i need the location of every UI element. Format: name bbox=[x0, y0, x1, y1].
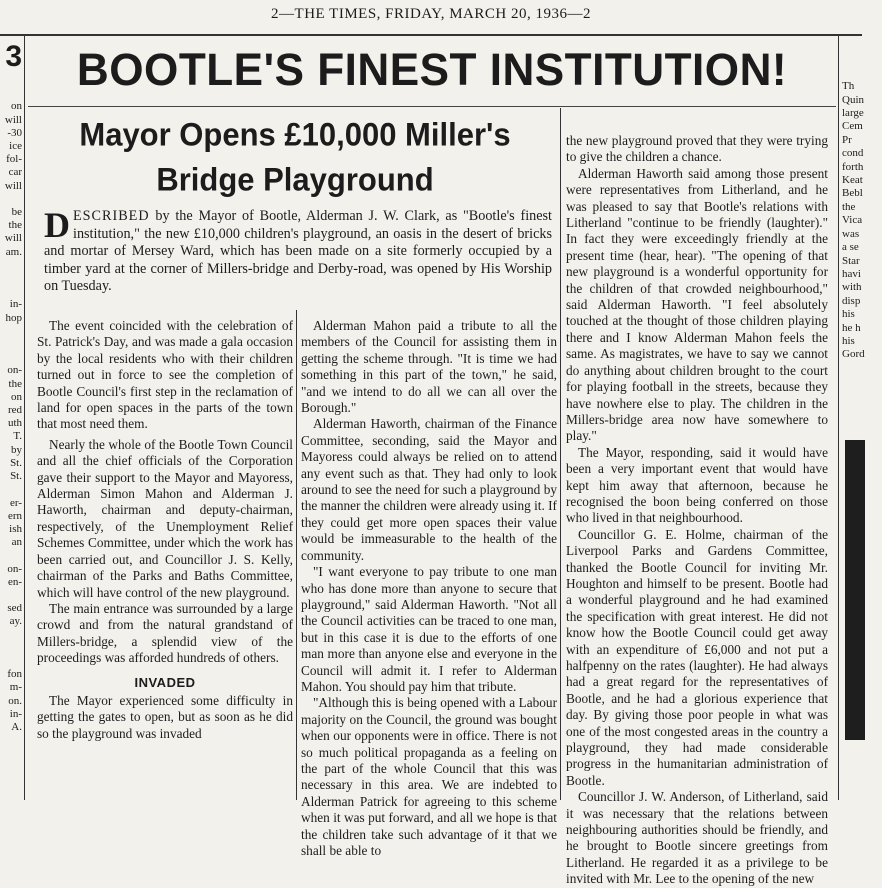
fragment-line: Bebl bbox=[842, 187, 863, 200]
fragment-line: car bbox=[8, 166, 22, 179]
fragment-line: Gord bbox=[842, 348, 865, 361]
fragment-line bbox=[0, 589, 22, 602]
headline-rule bbox=[28, 106, 836, 107]
fragment-line bbox=[0, 325, 22, 338]
paragraph: Alderman Haworth, chairman of the Finance Committee, seconding, said the Mayor and Mayoress could always be relied on to attend any event such as that. They had only to look around to see the need for such a playground by the manner the children were already using it. If they could get more open spaces their value would be immeasurable to the health of the community. bbox=[301, 416, 557, 563]
paragraph: "I want everyone to pay tribute to one man who has done more than anyone to secure that playground," said Alderman Haworth. "Not all the Council activities can be traced to one man, but in this case it is due to the efforts of one man more than anyone else and everyone in the Council will admit it. I refer to Alderman Mahon. You should pay him that tribute. bbox=[301, 564, 557, 694]
lead-caps: ESCRIBED bbox=[73, 208, 150, 224]
fragment-line: his bbox=[842, 308, 855, 321]
fragment-line bbox=[0, 351, 22, 364]
fragment-line: 3 bbox=[5, 40, 22, 73]
fragment-line: was bbox=[842, 227, 860, 240]
fragment-line: on bbox=[11, 390, 22, 403]
paragraph: Alderman Haworth said among those present were representatives from Litherland, and he was pleased to say that Bootle's relations with Litherland "continue to be friendly (laughter)." In fact they were exceedingly friendly at the present time (hear, hear). "The opening of that new playground is a wonderful opportunity for the children of that crowded neighbourhood," said Alderman Haworth. "I feel absolutely touched at the thought of those children playing there and I know Alderman Mahon feels the same. As magistrates, we have to say we cannot do anything about children brought to the court for playing football in the streets, because they have nowhere else to play. The children in the Millers-bridge area now have somewhere to play." bbox=[566, 165, 828, 444]
subheadline-line: Mayor Opens £10,000 Miller's bbox=[79, 116, 511, 153]
fragment-line: Quin bbox=[842, 93, 864, 106]
paragraph: The main entrance was surrounded by a large crowd and from the natural grandstand of Millers-bridge, a splendid view of the proceedings was afforded hundreds of others. bbox=[37, 600, 293, 666]
fragment-line: Keat bbox=[842, 174, 863, 187]
fragment-line: am. bbox=[5, 245, 22, 258]
subheadline-line: Bridge Playground bbox=[156, 161, 434, 198]
fragment-line: fol- bbox=[6, 153, 22, 166]
paragraph: The event coincided with the celebration of St. Patrick's Day, and was made a gala occasion by the local residents who with their children turned out in force to see the completion of Bootle Council's first step in the reclamation of land for open spaces in the parts of the town that most need them. bbox=[37, 318, 293, 432]
fragment-line: on- bbox=[7, 364, 22, 377]
fragment-line: his bbox=[842, 334, 855, 347]
paragraph: Councillor G. E. Holme, chairman of the Liverpool Parks and Gardens Committee, thanked the Bootle Council for inviting Mr. Houghton and himself to be present. Bootle had a wonderful playground and he had examined the specification with great interest. He did not know how the Bootle Council could get away with an expenditure of £6,000 and not put a halfpenny on the rates (laughter). He had always had a great regard for the representatives of Bootle, and he had a glorious experience that day. By giving those poor people in what was one of the most congested areas in the country a playground, they had made considerable progress in the humanitarian administration of Bootle. bbox=[566, 526, 828, 788]
fragment-line: on. bbox=[8, 694, 22, 707]
masthead-rule bbox=[0, 34, 862, 36]
fragment-line: er- bbox=[10, 496, 22, 509]
paragraph: Nearly the whole of the Bootle Town Council and all the chief officials of the Corporation gave their support to the Mayor and Mayoress, Alderman Simon Mahon and Alderman J. Haworth, chairman and deputy-chairman, respectively, of the Unemployment Relief Schemes Committee, under which the work has been carried out, and Councillor J. S. Kelly, chairman of the Parks and Baths Committee, which will have control of the new playground. bbox=[37, 436, 293, 600]
fragment-line: fon bbox=[7, 668, 22, 681]
fragment-line: with bbox=[842, 281, 862, 294]
fragment-line: Th bbox=[842, 80, 855, 93]
fragment-line: m- bbox=[9, 681, 22, 694]
fragment-line: in- bbox=[9, 707, 22, 720]
paragraph: Councillor J. W. Anderson, of Litherland, said it was necessary that the relations between neighbouring authorities should be friendly, and he brought to Bootle sincere greetings from Litherland. He regarded it as a privilege to be invited with Mr. Lee to the opening of the new bbox=[566, 789, 828, 887]
headline: BOOTLE'S FINEST INSTITUTION! bbox=[76, 44, 788, 95]
fragment-line bbox=[0, 285, 22, 298]
subheadline bbox=[30, 112, 560, 202]
fragment-line: Pr bbox=[842, 133, 852, 146]
lead-paragraph bbox=[44, 205, 552, 296]
fragment-line bbox=[0, 655, 22, 668]
fragment-line: ern bbox=[7, 509, 22, 522]
fragment-line: A. bbox=[11, 720, 22, 733]
fragment-line: on- bbox=[7, 562, 22, 575]
fragment-line: cond bbox=[842, 147, 864, 160]
fragment-line: on bbox=[11, 100, 22, 113]
fragment-line: the bbox=[8, 219, 22, 232]
fragment-line: large bbox=[842, 107, 864, 120]
paragraph: the new playground proved that they were trying to give the children a chance. bbox=[566, 133, 828, 165]
fragment-line bbox=[0, 74, 22, 87]
fragment-line: disp bbox=[842, 294, 861, 307]
fragment-line: the bbox=[8, 377, 22, 390]
article-column-3 bbox=[566, 133, 828, 888]
fragment-line bbox=[0, 259, 22, 272]
section-subheading: INVADED bbox=[134, 674, 196, 690]
fragment-line: St. bbox=[10, 456, 22, 469]
column-rule bbox=[296, 310, 297, 800]
fragment-line: an bbox=[11, 536, 22, 549]
lead-text: by the Mayor of Bootle, Alderman J. W. Clark, as "Bootle's finest institution," the new £10,000 children's playground, an oasis in the desert of bricks and mortar of Mersey Ward, which has been made on a site formerly occupied by a timber yard at the corner of Millers-bridge and Derby-road, was opened by His Worship on Tuesday. bbox=[44, 208, 552, 295]
fragment-line bbox=[0, 338, 22, 351]
fragment-line bbox=[0, 642, 22, 655]
fragment-line: uth bbox=[7, 417, 22, 430]
fragment-line: a se bbox=[842, 241, 859, 254]
adjacent-article-fragment-left bbox=[0, 40, 22, 800]
fragment-line bbox=[0, 193, 22, 206]
fragment-line: Star bbox=[842, 254, 860, 267]
fragment-line: hop bbox=[5, 311, 22, 324]
fragment-line bbox=[842, 40, 882, 53]
article-column-1 bbox=[37, 318, 293, 742]
fragment-line: havi bbox=[842, 267, 861, 280]
fragment-line: will bbox=[4, 113, 22, 126]
paragraph: Alderman Mahon paid a tribute to all the members of the Council for assisting them in getting the scheme through. "It is time we had something in this part of the town," he said, "and we intend to do all we can all over the Borough." bbox=[301, 318, 557, 416]
fragment-line: ay. bbox=[9, 615, 22, 628]
fragment-line bbox=[842, 67, 882, 80]
fragment-line: Vica bbox=[842, 214, 863, 227]
fragment-line: be bbox=[11, 206, 22, 219]
adjacent-photo bbox=[845, 440, 865, 740]
paragraph: The Mayor experienced some difficulty in getting the gates to open, but as soon as he did so the playground was invaded bbox=[37, 692, 293, 741]
paragraph: "Although this is being opened with a Labour majority on the Council, the ground was bought when our opponents were in office. There is not so much political propaganda as a feeling on the part of the whole Council that this was necessary in this area. We are indebted to Alderman Patrick for agreeing to this scheme when it was put forward, and all we hope is that the children take such advantage of it that we shall be able to bbox=[301, 695, 557, 858]
fragment-line bbox=[842, 53, 882, 66]
fragment-line: red bbox=[7, 404, 22, 417]
column-rule bbox=[560, 108, 561, 800]
fragment-line: in- bbox=[9, 298, 22, 311]
fragment-line: he h bbox=[842, 321, 861, 334]
newspaper-masthead: 2—THE TIMES, FRIDAY, MARCH 20, 1936—2 bbox=[271, 6, 591, 22]
fragment-line: ish bbox=[9, 522, 22, 535]
fragment-line: Cem bbox=[842, 120, 863, 133]
fragment-line bbox=[0, 549, 22, 562]
column-rule bbox=[838, 36, 839, 800]
fragment-line: -30 bbox=[7, 126, 22, 139]
fragment-line bbox=[0, 629, 22, 642]
fragment-line: en- bbox=[7, 575, 22, 588]
fragment-line bbox=[0, 272, 22, 285]
fragment-line: T. bbox=[13, 430, 22, 443]
article-column-2 bbox=[301, 318, 557, 859]
fragment-line: the bbox=[842, 200, 856, 213]
fragment-line: St. bbox=[10, 470, 22, 483]
paragraph: The Mayor, responding, said it would have been a very important event that would have kept him away that afternoon, because he recognised the boon being conferred on those who lived in that neighbourhood. bbox=[566, 444, 828, 526]
fragment-line bbox=[0, 87, 22, 100]
fragment-line: will bbox=[4, 232, 22, 245]
fragment-line bbox=[0, 483, 22, 496]
fragment-line: sed bbox=[7, 602, 22, 615]
drop-cap: D bbox=[44, 205, 70, 245]
fragment-line: ice bbox=[9, 140, 22, 153]
fragment-line: by bbox=[11, 443, 22, 456]
column-rule bbox=[24, 36, 25, 800]
fragment-line: forth bbox=[842, 160, 864, 173]
fragment-line: will bbox=[4, 179, 22, 192]
